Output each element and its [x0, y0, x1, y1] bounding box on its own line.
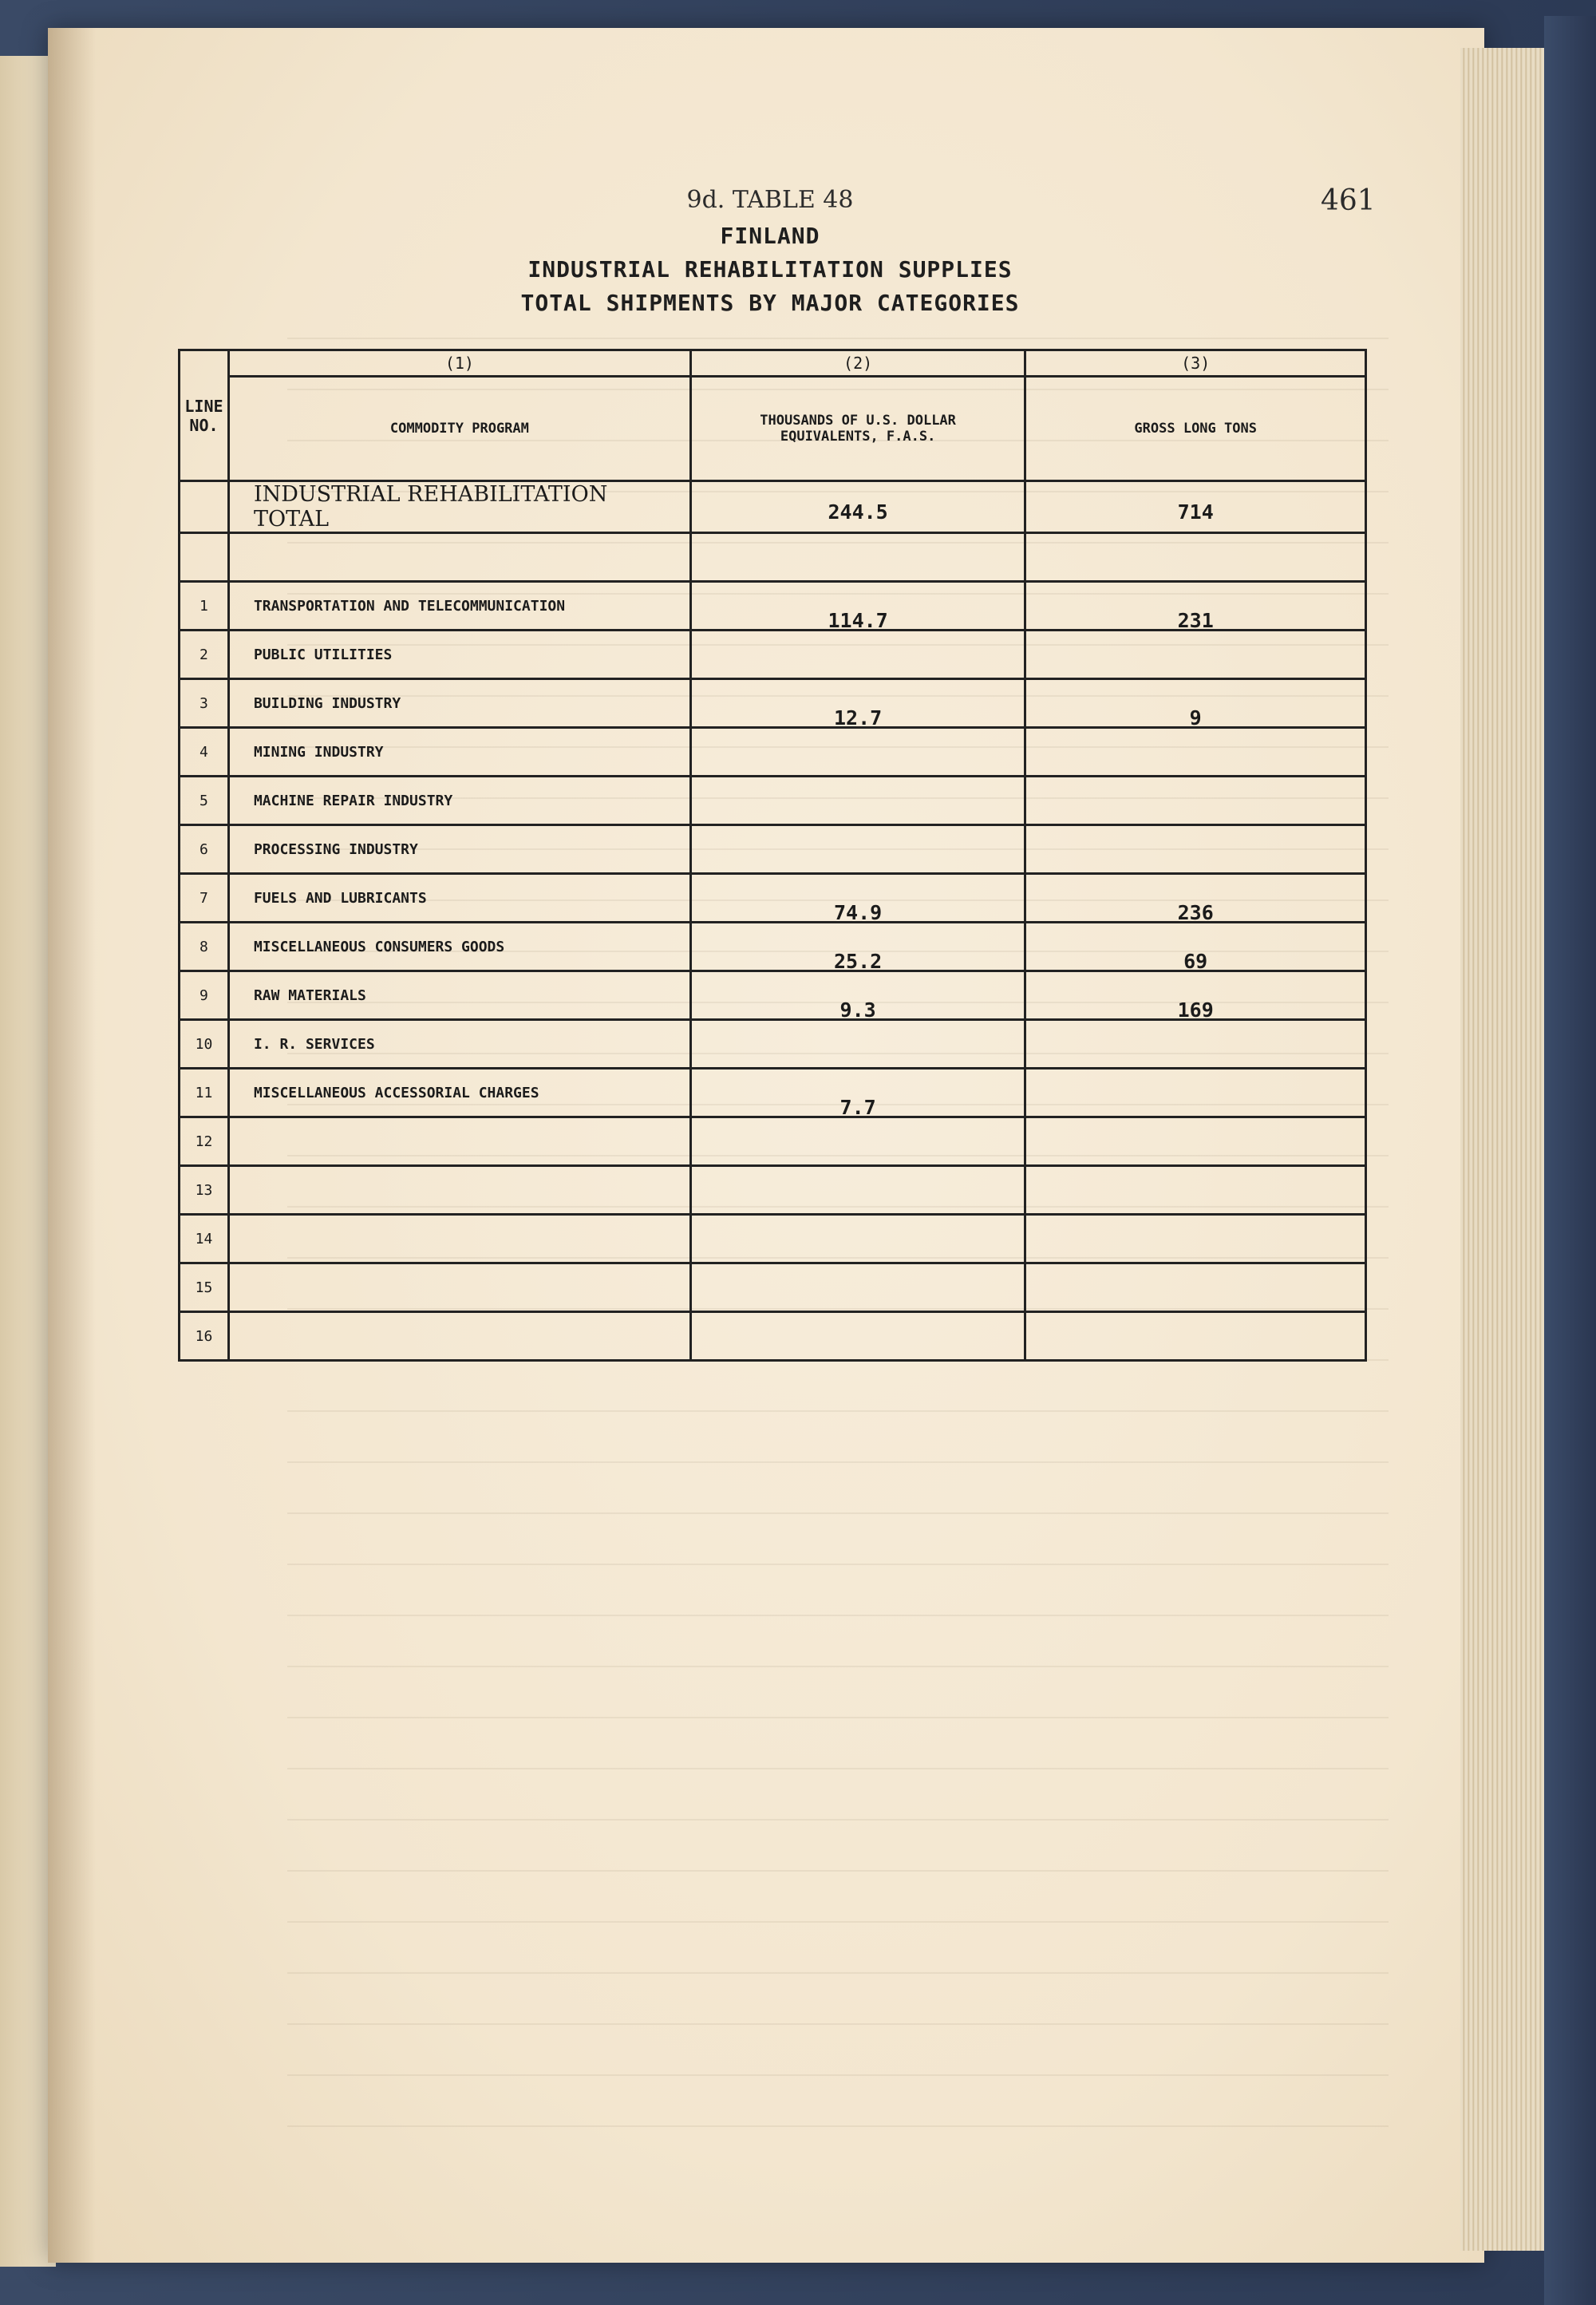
- program-cell: [228, 1117, 690, 1166]
- dollars-cell: 7.7: [690, 1069, 1025, 1117]
- dollars-cell: [690, 1020, 1025, 1069]
- table-row: [180, 582, 1366, 631]
- header-row: [180, 377, 1366, 481]
- program-cell: MACHINE REPAIR INDUSTRY: [228, 777, 690, 825]
- dollars-cell: [690, 1263, 1025, 1312]
- program-cell: [228, 1312, 690, 1361]
- program-cell: TRANSPORTATION AND TELECOMMUNICATION: [228, 582, 690, 631]
- col-number-1: (1): [228, 350, 690, 377]
- tons-cell: [1025, 825, 1366, 874]
- table-row: [180, 825, 1366, 874]
- table-row: [180, 777, 1366, 825]
- tons-cell: [1025, 1215, 1366, 1263]
- dollars-cell: [690, 1166, 1025, 1215]
- col-number-3: (3): [1025, 350, 1366, 377]
- program-cell: MISCELLANEOUS ACCESSORIAL CHARGES: [228, 1069, 690, 1117]
- table-row: [180, 1312, 1366, 1361]
- table-row: [180, 923, 1366, 971]
- tons-cell: [1025, 1312, 1366, 1361]
- table-row: [180, 1263, 1366, 1312]
- table-row: [180, 1020, 1366, 1069]
- line-number-cell: 15: [180, 1263, 229, 1312]
- program-cell: FUELS AND LUBRICANTS: [228, 874, 690, 923]
- tons-cell: [1025, 1117, 1366, 1166]
- tons-cell: 169: [1025, 971, 1366, 1020]
- page-edges: [1460, 48, 1548, 2251]
- page: [48, 28, 1484, 2263]
- program-cell: PROCESSING INDUSTRY: [228, 825, 690, 874]
- program-cell: [228, 1166, 690, 1215]
- total-line-cell: [180, 481, 229, 533]
- tons-cell: 69: [1025, 923, 1366, 971]
- program-header: COMMODITY PROGRAM: [228, 377, 690, 481]
- dollars-cell: 114.7: [690, 582, 1025, 631]
- dollars-header: [690, 377, 1025, 481]
- line-number-cell: 14: [180, 1215, 229, 1263]
- tons-cell: [1025, 728, 1366, 777]
- line-no-header: LINE NO.: [180, 350, 229, 481]
- line-number-cell: 8: [180, 923, 229, 971]
- line-number-cell: 3: [180, 679, 229, 728]
- program-cell: I. R. SERVICES: [228, 1020, 690, 1069]
- tons-cell: 9: [1025, 679, 1366, 728]
- data-rows: [180, 582, 1366, 1361]
- table-row: [180, 1215, 1366, 1263]
- title-country: FINLAND: [720, 223, 820, 249]
- table-label: 9d. TABLE 48: [686, 186, 854, 214]
- title-line-1: INDUSTRIAL REHABILITATION SUPPLIES: [527, 256, 1013, 283]
- total-row: [180, 481, 1366, 533]
- dollars-cell: [690, 1312, 1025, 1361]
- page-number: 461: [1321, 184, 1376, 217]
- line-number-cell: 11: [180, 1069, 229, 1117]
- dollars-cell: [690, 728, 1025, 777]
- tons-header: GROSS LONG TONS: [1025, 377, 1366, 481]
- table-row: [180, 631, 1366, 679]
- line-number-cell: 5: [180, 777, 229, 825]
- col-number-2: (2): [690, 350, 1025, 377]
- tons-cell: [1025, 631, 1366, 679]
- table-row: [180, 679, 1366, 728]
- line-number-cell: 2: [180, 631, 229, 679]
- table-row: [180, 1069, 1366, 1117]
- total-dollars: 244.5: [690, 481, 1025, 533]
- page-gutter-shadow: [48, 28, 96, 2263]
- total-label: INDUSTRIAL REHABILITATION TOTAL: [228, 481, 690, 533]
- tons-cell: [1025, 1020, 1366, 1069]
- line-number-cell: 13: [180, 1166, 229, 1215]
- tons-cell: 236: [1025, 874, 1366, 923]
- spacer-row: [180, 533, 1366, 582]
- dollars-cell: [690, 1117, 1025, 1166]
- table-row: [180, 971, 1366, 1020]
- dollars-cell: 25.2: [690, 923, 1025, 971]
- dollars-cell: [690, 777, 1025, 825]
- tons-cell: [1025, 1263, 1366, 1312]
- dollars-cell: [690, 631, 1025, 679]
- tons-cell: 231: [1025, 582, 1366, 631]
- book-cover-right: [1544, 16, 1596, 2305]
- dollars-cell: 9.3: [690, 971, 1025, 1020]
- program-cell: BUILDING INDUSTRY: [228, 679, 690, 728]
- shipments-table: [178, 349, 1367, 1362]
- dollars-cell: 74.9: [690, 874, 1025, 923]
- line-number-cell: 16: [180, 1312, 229, 1361]
- program-cell: PUBLIC UTILITIES: [228, 631, 690, 679]
- line-number-cell: 4: [180, 728, 229, 777]
- title-line-2: TOTAL SHIPMENTS BY MAJOR CATEGORIES: [520, 290, 1020, 316]
- table-row: [180, 728, 1366, 777]
- line-number-cell: 12: [180, 1117, 229, 1166]
- table-row: [180, 1117, 1366, 1166]
- table-row: [180, 1166, 1366, 1215]
- dollars-cell: [690, 825, 1025, 874]
- column-number-row: [180, 350, 1366, 377]
- program-cell: MISCELLANEOUS CONSUMERS GOODS: [228, 923, 690, 971]
- dollars-cell: [690, 1215, 1025, 1263]
- line-number-cell: 10: [180, 1020, 229, 1069]
- program-cell: [228, 1215, 690, 1263]
- dollars-cell: 12.7: [690, 679, 1025, 728]
- total-tons: 714: [1025, 481, 1366, 533]
- tons-cell: [1025, 1166, 1366, 1215]
- dollars-header-text: THOUSANDS OF U.S. DOLLAR EQUIVALENTS, F.A.S.: [760, 413, 956, 445]
- tons-cell: [1025, 777, 1366, 825]
- line-number-cell: 6: [180, 825, 229, 874]
- program-cell: RAW MATERIALS: [228, 971, 690, 1020]
- tons-cell: [1025, 1069, 1366, 1117]
- line-number-cell: 9: [180, 971, 229, 1020]
- line-number-cell: 1: [180, 582, 229, 631]
- table-row: [180, 874, 1366, 923]
- line-number-cell: 7: [180, 874, 229, 923]
- program-cell: [228, 1263, 690, 1312]
- program-cell: MINING INDUSTRY: [228, 728, 690, 777]
